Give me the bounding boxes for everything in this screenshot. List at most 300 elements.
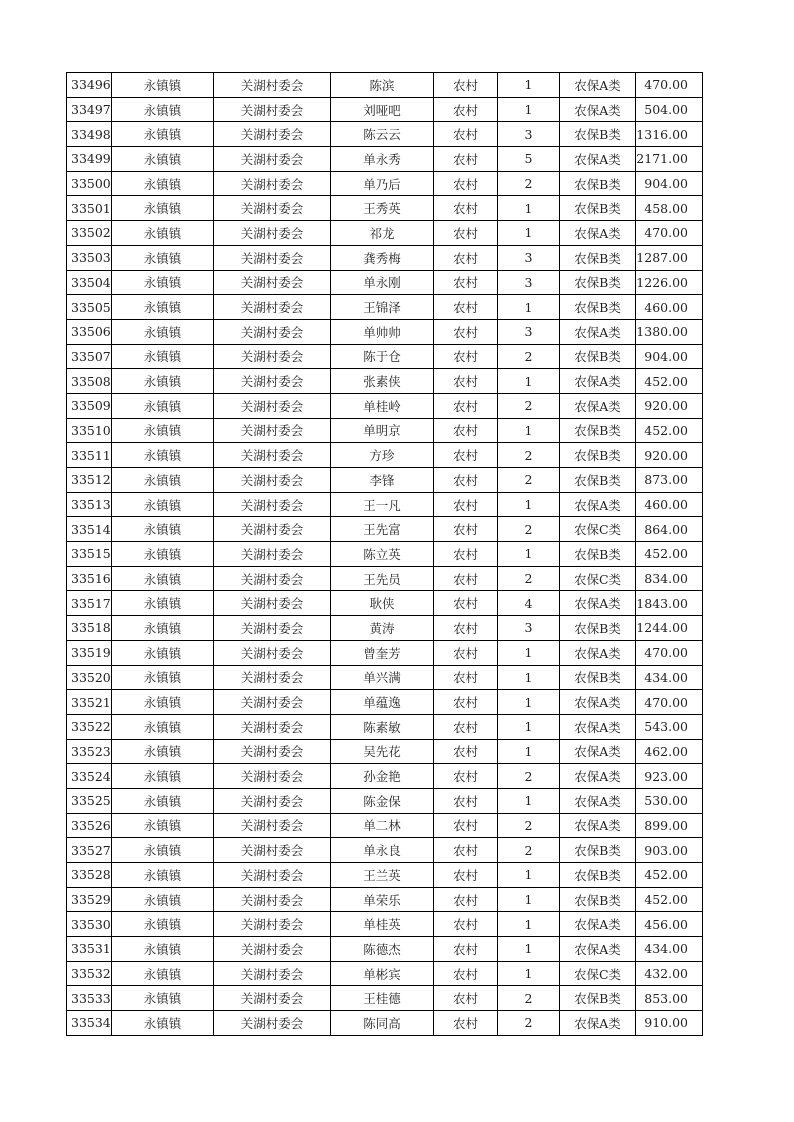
cell-household-type: 农村 bbox=[434, 245, 498, 270]
cell-person-name: 单兴满 bbox=[331, 665, 434, 690]
cell-person-name: 龚秀梅 bbox=[331, 245, 434, 270]
cell-insurance-category: 农保A类 bbox=[560, 147, 636, 172]
cell-amount: 452.00 bbox=[636, 887, 703, 912]
cell-member-count: 2 bbox=[498, 838, 560, 863]
cell-household-type: 农村 bbox=[434, 616, 498, 641]
cell-member-count: 2 bbox=[498, 813, 560, 838]
cell-record-id: 33515 bbox=[67, 542, 112, 567]
table-row bbox=[67, 171, 703, 196]
cell-town: 永镇镇 bbox=[112, 714, 214, 739]
table-row bbox=[67, 97, 703, 122]
cell-village-committee: 关湖村委会 bbox=[214, 788, 331, 813]
cell-household-type: 农村 bbox=[434, 764, 498, 789]
cell-amount: 460.00 bbox=[636, 295, 703, 320]
cell-record-id: 33503 bbox=[67, 245, 112, 270]
cell-village-committee: 关湖村委会 bbox=[214, 961, 331, 986]
cell-person-name: 单荣乐 bbox=[331, 887, 434, 912]
cell-amount: 462.00 bbox=[636, 739, 703, 764]
cell-person-name: 陈立英 bbox=[331, 542, 434, 567]
cell-village-committee: 关湖村委会 bbox=[214, 937, 331, 962]
cell-person-name: 单彬宾 bbox=[331, 961, 434, 986]
cell-person-name: 单永良 bbox=[331, 838, 434, 863]
cell-village-committee: 关湖村委会 bbox=[214, 690, 331, 715]
cell-insurance-category: 农保A类 bbox=[560, 369, 636, 394]
cell-record-id: 33498 bbox=[67, 122, 112, 147]
cell-amount: 1380.00 bbox=[636, 319, 703, 344]
cell-household-type: 农村 bbox=[434, 665, 498, 690]
cell-person-name: 单蕴逸 bbox=[331, 690, 434, 715]
cell-amount: 470.00 bbox=[636, 73, 703, 98]
cell-amount: 470.00 bbox=[636, 640, 703, 665]
cell-person-name: 陈素敏 bbox=[331, 714, 434, 739]
cell-person-name: 耿侠 bbox=[331, 591, 434, 616]
cell-member-count: 2 bbox=[498, 517, 560, 542]
cell-household-type: 农村 bbox=[434, 937, 498, 962]
table-row bbox=[67, 369, 703, 394]
cell-village-committee: 关湖村委会 bbox=[214, 887, 331, 912]
cell-insurance-category: 农保A类 bbox=[560, 912, 636, 937]
cell-insurance-category: 农保B类 bbox=[560, 122, 636, 147]
cell-member-count: 2 bbox=[498, 468, 560, 493]
cell-person-name: 曾奎芳 bbox=[331, 640, 434, 665]
cell-insurance-category: 农保B类 bbox=[560, 270, 636, 295]
records-table bbox=[66, 72, 703, 1036]
cell-town: 永镇镇 bbox=[112, 912, 214, 937]
cell-town: 永镇镇 bbox=[112, 542, 214, 567]
cell-amount: 470.00 bbox=[636, 221, 703, 246]
cell-household-type: 农村 bbox=[434, 492, 498, 517]
cell-person-name: 王先富 bbox=[331, 517, 434, 542]
cell-town: 永镇镇 bbox=[112, 640, 214, 665]
cell-insurance-category: 农保B类 bbox=[560, 468, 636, 493]
cell-member-count: 1 bbox=[498, 492, 560, 517]
cell-village-committee: 关湖村委会 bbox=[214, 714, 331, 739]
cell-record-id: 33499 bbox=[67, 147, 112, 172]
cell-member-count: 2 bbox=[498, 1011, 560, 1036]
cell-member-count: 5 bbox=[498, 147, 560, 172]
cell-village-committee: 关湖村委会 bbox=[214, 517, 331, 542]
table-row bbox=[67, 961, 703, 986]
cell-village-committee: 关湖村委会 bbox=[214, 468, 331, 493]
table-row bbox=[67, 788, 703, 813]
cell-record-id: 33534 bbox=[67, 1011, 112, 1036]
cell-record-id: 33533 bbox=[67, 986, 112, 1011]
cell-insurance-category: 农保A类 bbox=[560, 393, 636, 418]
cell-village-committee: 关湖村委会 bbox=[214, 73, 331, 98]
table-row bbox=[67, 690, 703, 715]
cell-member-count: 1 bbox=[498, 295, 560, 320]
cell-village-committee: 关湖村委会 bbox=[214, 245, 331, 270]
cell-insurance-category: 农保C类 bbox=[560, 517, 636, 542]
cell-record-id: 33505 bbox=[67, 295, 112, 320]
cell-record-id: 33497 bbox=[67, 97, 112, 122]
cell-household-type: 农村 bbox=[434, 196, 498, 221]
cell-amount: 458.00 bbox=[636, 196, 703, 221]
cell-insurance-category: 农保A类 bbox=[560, 764, 636, 789]
cell-person-name: 王秀英 bbox=[331, 196, 434, 221]
cell-person-name: 单明京 bbox=[331, 418, 434, 443]
cell-record-id: 33526 bbox=[67, 813, 112, 838]
cell-insurance-category: 农保A类 bbox=[560, 73, 636, 98]
cell-village-committee: 关湖村委会 bbox=[214, 665, 331, 690]
cell-person-name: 王一凡 bbox=[331, 492, 434, 517]
cell-record-id: 33502 bbox=[67, 221, 112, 246]
cell-household-type: 农村 bbox=[434, 813, 498, 838]
cell-record-id: 33500 bbox=[67, 171, 112, 196]
cell-record-id: 33522 bbox=[67, 714, 112, 739]
table-row bbox=[67, 714, 703, 739]
table-row bbox=[67, 418, 703, 443]
cell-household-type: 农村 bbox=[434, 640, 498, 665]
cell-household-type: 农村 bbox=[434, 295, 498, 320]
cell-person-name: 单桂岭 bbox=[331, 393, 434, 418]
cell-member-count: 1 bbox=[498, 369, 560, 394]
cell-insurance-category: 农保A类 bbox=[560, 640, 636, 665]
cell-household-type: 农村 bbox=[434, 566, 498, 591]
cell-amount: 452.00 bbox=[636, 418, 703, 443]
cell-amount: 434.00 bbox=[636, 665, 703, 690]
cell-insurance-category: 农保B类 bbox=[560, 443, 636, 468]
cell-record-id: 33531 bbox=[67, 937, 112, 962]
cell-person-name: 陈同高 bbox=[331, 1011, 434, 1036]
cell-person-name: 陈滨 bbox=[331, 73, 434, 98]
cell-member-count: 2 bbox=[498, 344, 560, 369]
cell-record-id: 33514 bbox=[67, 517, 112, 542]
table-row bbox=[67, 270, 703, 295]
cell-person-name: 陈于仓 bbox=[331, 344, 434, 369]
cell-member-count: 3 bbox=[498, 616, 560, 641]
cell-insurance-category: 农保A类 bbox=[560, 937, 636, 962]
table-row bbox=[67, 937, 703, 962]
cell-record-id: 33510 bbox=[67, 418, 112, 443]
cell-insurance-category: 农保B类 bbox=[560, 171, 636, 196]
cell-village-committee: 关湖村委会 bbox=[214, 863, 331, 888]
cell-person-name: 王桂德 bbox=[331, 986, 434, 1011]
cell-village-committee: 关湖村委会 bbox=[214, 295, 331, 320]
cell-village-committee: 关湖村委会 bbox=[214, 443, 331, 468]
table-row bbox=[67, 986, 703, 1011]
cell-household-type: 农村 bbox=[434, 369, 498, 394]
cell-town: 永镇镇 bbox=[112, 788, 214, 813]
cell-member-count: 3 bbox=[498, 122, 560, 147]
cell-amount: 834.00 bbox=[636, 566, 703, 591]
cell-household-type: 农村 bbox=[434, 221, 498, 246]
table-row bbox=[67, 147, 703, 172]
cell-village-committee: 关湖村委会 bbox=[214, 147, 331, 172]
cell-record-id: 33511 bbox=[67, 443, 112, 468]
cell-record-id: 33532 bbox=[67, 961, 112, 986]
cell-insurance-category: 农保B类 bbox=[560, 616, 636, 641]
cell-town: 永镇镇 bbox=[112, 245, 214, 270]
cell-town: 永镇镇 bbox=[112, 270, 214, 295]
cell-village-committee: 关湖村委会 bbox=[214, 1011, 331, 1036]
cell-person-name: 陈金保 bbox=[331, 788, 434, 813]
cell-member-count: 3 bbox=[498, 270, 560, 295]
cell-village-committee: 关湖村委会 bbox=[214, 270, 331, 295]
table-row bbox=[67, 616, 703, 641]
cell-amount: 504.00 bbox=[636, 97, 703, 122]
cell-record-id: 33496 bbox=[67, 73, 112, 98]
cell-village-committee: 关湖村委会 bbox=[214, 319, 331, 344]
cell-amount: 2171.00 bbox=[636, 147, 703, 172]
table-row bbox=[67, 739, 703, 764]
cell-amount: 452.00 bbox=[636, 863, 703, 888]
cell-household-type: 农村 bbox=[434, 344, 498, 369]
cell-household-type: 农村 bbox=[434, 393, 498, 418]
cell-town: 永镇镇 bbox=[112, 887, 214, 912]
cell-insurance-category: 农保B类 bbox=[560, 838, 636, 863]
cell-amount: 1316.00 bbox=[636, 122, 703, 147]
cell-household-type: 农村 bbox=[434, 97, 498, 122]
cell-person-name: 单永秀 bbox=[331, 147, 434, 172]
cell-member-count: 2 bbox=[498, 986, 560, 1011]
cell-insurance-category: 农保B类 bbox=[560, 542, 636, 567]
cell-person-name: 单乃后 bbox=[331, 171, 434, 196]
cell-insurance-category: 农保A类 bbox=[560, 591, 636, 616]
cell-member-count: 1 bbox=[498, 97, 560, 122]
cell-village-committee: 关湖村委会 bbox=[214, 393, 331, 418]
cell-village-committee: 关湖村委会 bbox=[214, 97, 331, 122]
cell-insurance-category: 农保A类 bbox=[560, 221, 636, 246]
table-row bbox=[67, 665, 703, 690]
cell-village-committee: 关湖村委会 bbox=[214, 838, 331, 863]
cell-household-type: 农村 bbox=[434, 147, 498, 172]
cell-record-id: 33501 bbox=[67, 196, 112, 221]
cell-town: 永镇镇 bbox=[112, 369, 214, 394]
cell-amount: 452.00 bbox=[636, 542, 703, 567]
cell-town: 永镇镇 bbox=[112, 492, 214, 517]
cell-member-count: 1 bbox=[498, 912, 560, 937]
cell-insurance-category: 农保A类 bbox=[560, 714, 636, 739]
cell-insurance-category: 农保B类 bbox=[560, 196, 636, 221]
cell-town: 永镇镇 bbox=[112, 566, 214, 591]
cell-town: 永镇镇 bbox=[112, 863, 214, 888]
cell-record-id: 33521 bbox=[67, 690, 112, 715]
cell-town: 永镇镇 bbox=[112, 122, 214, 147]
cell-town: 永镇镇 bbox=[112, 319, 214, 344]
cell-village-committee: 关湖村委会 bbox=[214, 640, 331, 665]
cell-household-type: 农村 bbox=[434, 714, 498, 739]
cell-household-type: 农村 bbox=[434, 270, 498, 295]
table-body bbox=[67, 73, 703, 1036]
cell-household-type: 农村 bbox=[434, 1011, 498, 1036]
cell-person-name: 刘哑吧 bbox=[331, 97, 434, 122]
cell-member-count: 3 bbox=[498, 245, 560, 270]
table-row bbox=[67, 196, 703, 221]
cell-town: 永镇镇 bbox=[112, 97, 214, 122]
cell-record-id: 33519 bbox=[67, 640, 112, 665]
cell-member-count: 2 bbox=[498, 566, 560, 591]
cell-household-type: 农村 bbox=[434, 122, 498, 147]
cell-village-committee: 关湖村委会 bbox=[214, 566, 331, 591]
table-row bbox=[67, 591, 703, 616]
cell-amount: 1287.00 bbox=[636, 245, 703, 270]
table-row bbox=[67, 838, 703, 863]
cell-person-name: 方珍 bbox=[331, 443, 434, 468]
cell-village-committee: 关湖村委会 bbox=[214, 492, 331, 517]
cell-member-count: 1 bbox=[498, 961, 560, 986]
cell-record-id: 33523 bbox=[67, 739, 112, 764]
table-row bbox=[67, 245, 703, 270]
cell-insurance-category: 农保B类 bbox=[560, 863, 636, 888]
cell-amount: 899.00 bbox=[636, 813, 703, 838]
cell-record-id: 33509 bbox=[67, 393, 112, 418]
cell-town: 永镇镇 bbox=[112, 665, 214, 690]
cell-town: 永镇镇 bbox=[112, 616, 214, 641]
cell-household-type: 农村 bbox=[434, 591, 498, 616]
table-row bbox=[67, 517, 703, 542]
table-row bbox=[67, 542, 703, 567]
cell-member-count: 2 bbox=[498, 443, 560, 468]
cell-person-name: 王兰英 bbox=[331, 863, 434, 888]
cell-record-id: 33520 bbox=[67, 665, 112, 690]
cell-amount: 853.00 bbox=[636, 986, 703, 1011]
cell-amount: 460.00 bbox=[636, 492, 703, 517]
cell-town: 永镇镇 bbox=[112, 393, 214, 418]
cell-village-committee: 关湖村委会 bbox=[214, 196, 331, 221]
cell-household-type: 农村 bbox=[434, 73, 498, 98]
cell-record-id: 33508 bbox=[67, 369, 112, 394]
cell-amount: 904.00 bbox=[636, 171, 703, 196]
cell-insurance-category: 农保A类 bbox=[560, 97, 636, 122]
cell-village-committee: 关湖村委会 bbox=[214, 739, 331, 764]
cell-record-id: 33517 bbox=[67, 591, 112, 616]
cell-amount: 923.00 bbox=[636, 764, 703, 789]
cell-town: 永镇镇 bbox=[112, 418, 214, 443]
cell-town: 永镇镇 bbox=[112, 221, 214, 246]
table-row bbox=[67, 221, 703, 246]
cell-village-committee: 关湖村委会 bbox=[214, 591, 331, 616]
cell-amount: 432.00 bbox=[636, 961, 703, 986]
cell-person-name: 张素侠 bbox=[331, 369, 434, 394]
cell-person-name: 吴先花 bbox=[331, 739, 434, 764]
cell-insurance-category: 农保C类 bbox=[560, 961, 636, 986]
cell-household-type: 农村 bbox=[434, 788, 498, 813]
cell-amount: 530.00 bbox=[636, 788, 703, 813]
cell-household-type: 农村 bbox=[434, 887, 498, 912]
cell-village-committee: 关湖村委会 bbox=[214, 418, 331, 443]
cell-village-committee: 关湖村委会 bbox=[214, 986, 331, 1011]
cell-household-type: 农村 bbox=[434, 418, 498, 443]
cell-person-name: 单帅帅 bbox=[331, 319, 434, 344]
cell-village-committee: 关湖村委会 bbox=[214, 221, 331, 246]
cell-person-name: 陈云云 bbox=[331, 122, 434, 147]
cell-person-name: 单二林 bbox=[331, 813, 434, 838]
cell-town: 永镇镇 bbox=[112, 295, 214, 320]
cell-town: 永镇镇 bbox=[112, 443, 214, 468]
cell-amount: 920.00 bbox=[636, 393, 703, 418]
cell-village-committee: 关湖村委会 bbox=[214, 344, 331, 369]
cell-insurance-category: 农保A类 bbox=[560, 1011, 636, 1036]
table-row bbox=[67, 912, 703, 937]
cell-insurance-category: 农保B类 bbox=[560, 344, 636, 369]
cell-person-name: 陈德杰 bbox=[331, 937, 434, 962]
cell-insurance-category: 农保A类 bbox=[560, 690, 636, 715]
cell-amount: 470.00 bbox=[636, 690, 703, 715]
cell-member-count: 1 bbox=[498, 542, 560, 567]
table-row bbox=[67, 492, 703, 517]
cell-member-count: 4 bbox=[498, 591, 560, 616]
table-row bbox=[67, 1011, 703, 1036]
cell-household-type: 农村 bbox=[434, 690, 498, 715]
cell-insurance-category: 农保A类 bbox=[560, 319, 636, 344]
table-row bbox=[67, 393, 703, 418]
cell-record-id: 33525 bbox=[67, 788, 112, 813]
cell-village-committee: 关湖村委会 bbox=[214, 912, 331, 937]
cell-member-count: 1 bbox=[498, 863, 560, 888]
cell-record-id: 33504 bbox=[67, 270, 112, 295]
cell-person-name: 祁龙 bbox=[331, 221, 434, 246]
cell-amount: 873.00 bbox=[636, 468, 703, 493]
cell-town: 永镇镇 bbox=[112, 344, 214, 369]
cell-household-type: 农村 bbox=[434, 961, 498, 986]
cell-town: 永镇镇 bbox=[112, 986, 214, 1011]
cell-member-count: 1 bbox=[498, 196, 560, 221]
cell-town: 永镇镇 bbox=[112, 764, 214, 789]
cell-village-committee: 关湖村委会 bbox=[214, 542, 331, 567]
cell-person-name: 李锋 bbox=[331, 468, 434, 493]
cell-village-committee: 关湖村委会 bbox=[214, 369, 331, 394]
cell-village-committee: 关湖村委会 bbox=[214, 171, 331, 196]
cell-record-id: 33528 bbox=[67, 863, 112, 888]
cell-member-count: 1 bbox=[498, 418, 560, 443]
cell-amount: 1244.00 bbox=[636, 616, 703, 641]
cell-village-committee: 关湖村委会 bbox=[214, 764, 331, 789]
table-row bbox=[67, 319, 703, 344]
cell-member-count: 1 bbox=[498, 690, 560, 715]
cell-amount: 434.00 bbox=[636, 937, 703, 962]
cell-insurance-category: 农保B类 bbox=[560, 418, 636, 443]
cell-member-count: 2 bbox=[498, 764, 560, 789]
cell-record-id: 33527 bbox=[67, 838, 112, 863]
table-row bbox=[67, 566, 703, 591]
table-row bbox=[67, 443, 703, 468]
cell-member-count: 1 bbox=[498, 665, 560, 690]
cell-town: 永镇镇 bbox=[112, 813, 214, 838]
cell-amount: 920.00 bbox=[636, 443, 703, 468]
cell-household-type: 农村 bbox=[434, 443, 498, 468]
cell-amount: 903.00 bbox=[636, 838, 703, 863]
cell-record-id: 33507 bbox=[67, 344, 112, 369]
cell-village-committee: 关湖村委会 bbox=[214, 616, 331, 641]
cell-household-type: 农村 bbox=[434, 912, 498, 937]
cell-record-id: 33518 bbox=[67, 616, 112, 641]
cell-record-id: 33516 bbox=[67, 566, 112, 591]
cell-insurance-category: 农保B类 bbox=[560, 887, 636, 912]
cell-insurance-category: 农保B类 bbox=[560, 245, 636, 270]
cell-member-count: 1 bbox=[498, 714, 560, 739]
cell-member-count: 2 bbox=[498, 171, 560, 196]
cell-village-committee: 关湖村委会 bbox=[214, 813, 331, 838]
cell-member-count: 1 bbox=[498, 788, 560, 813]
cell-person-name: 孙金艳 bbox=[331, 764, 434, 789]
cell-insurance-category: 农保A类 bbox=[560, 813, 636, 838]
cell-amount: 864.00 bbox=[636, 517, 703, 542]
cell-member-count: 2 bbox=[498, 393, 560, 418]
cell-village-committee: 关湖村委会 bbox=[214, 122, 331, 147]
cell-person-name: 王锦泽 bbox=[331, 295, 434, 320]
cell-insurance-category: 农保A类 bbox=[560, 492, 636, 517]
cell-town: 永镇镇 bbox=[112, 468, 214, 493]
cell-record-id: 33513 bbox=[67, 492, 112, 517]
cell-town: 永镇镇 bbox=[112, 73, 214, 98]
cell-household-type: 农村 bbox=[434, 863, 498, 888]
table-row bbox=[67, 73, 703, 98]
cell-amount: 456.00 bbox=[636, 912, 703, 937]
cell-record-id: 33506 bbox=[67, 319, 112, 344]
cell-household-type: 农村 bbox=[434, 171, 498, 196]
cell-person-name: 黄涛 bbox=[331, 616, 434, 641]
